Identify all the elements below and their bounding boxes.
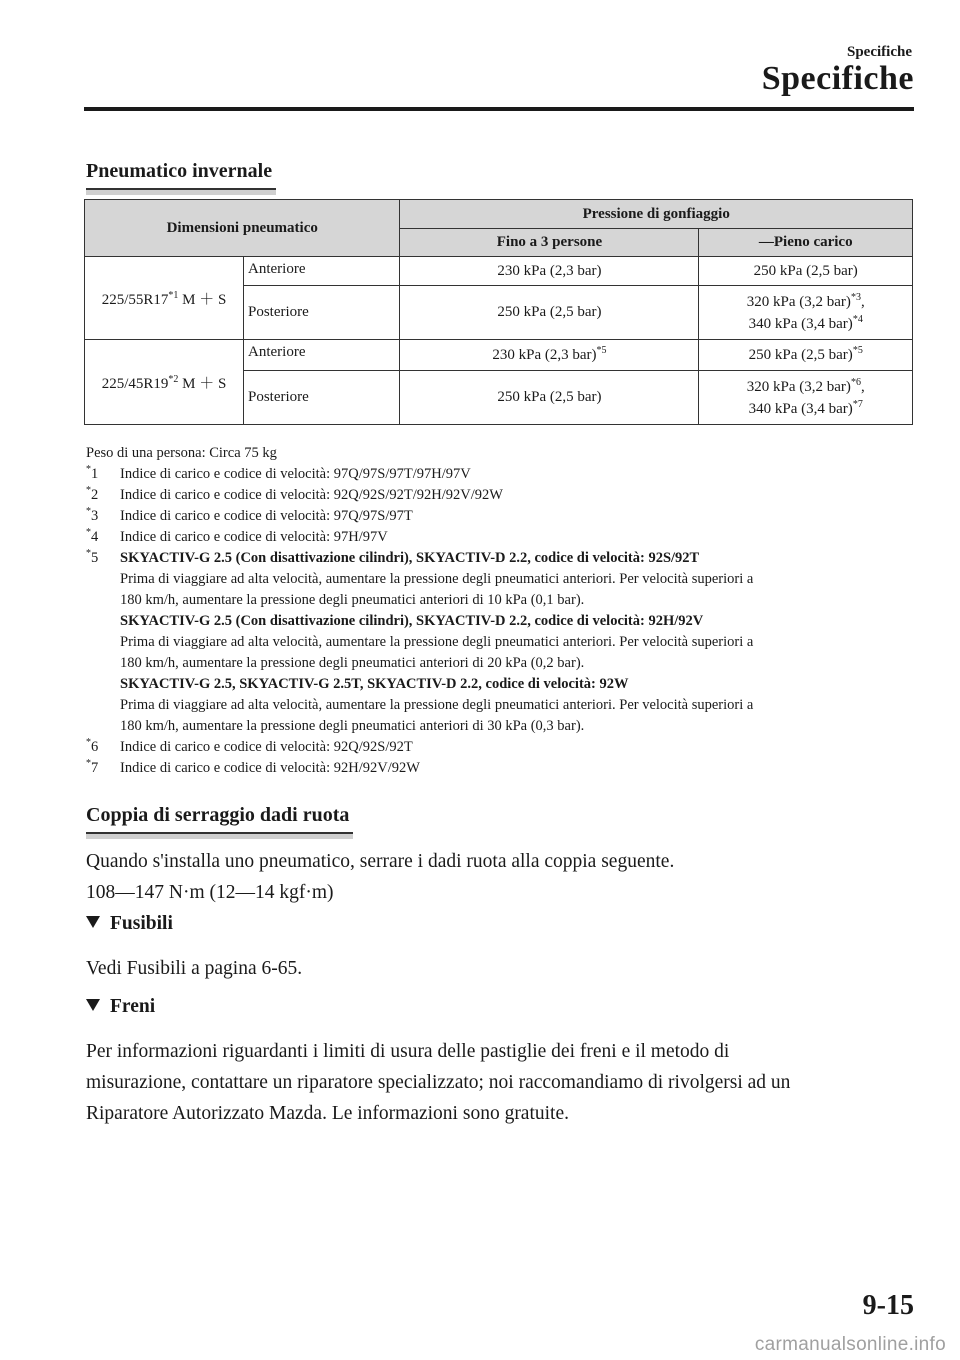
footnote-5: *5 SKYACTIV-G 2.5 (Con disattivazione cilindri), SKYACTIV-D 2.2, codice di velocità: 92S/92T Prima di viaggiare ad alta velocità, aumentare la pressione degli pneumatici anteriori. Per velocità superiori a 180 km/h, aumentare la pressione degli pneumatici anteriori di 10 kPa (0,1 bar). SKYACTIV-G 2.5 (Con disattivazione cilindri), SKYACTIV-D 2.2, codice di velocità: 92H/92V Prima di viaggiare ad alta velocità, aumentare la pressione degli pneumatici anteriori. Per velocità superiori a 180 km/h, aumentare la pressione degli pneumatici anteriori di 20 kPa (0,2 bar). SKYACTIV-G 2.5, SKYACTIV-G 2.5T, SKYACTIV-D 2.2, codice di velocità: 92W Prima di viaggiare ad alta velocità, aumentare la pressione degli pneumatici anteriori. Per velocità superiori a 180 km/h, aumentare la pressione degli pneumatici anteriori di 30 kPa (0,3 bar). [86, 548, 912, 737]
footnote-7: *7 Indice di carico e codice di velocità: 92H/92V/92W [86, 758, 420, 776]
fuses-text: Vedi Fusibili a pagina 6-65. [86, 958, 303, 979]
triangle-bullet-icon [86, 916, 100, 928]
header-section-small: Specifiche [847, 44, 912, 60]
header-section-title: Specifiche [761, 60, 914, 97]
footnote-ref: *2 [168, 373, 179, 385]
footnotes [86, 443, 912, 779]
tire-size-suffix: M ＋ S [178, 375, 227, 392]
triangle-bullet-icon [86, 999, 100, 1011]
winter-tire-heading: Pneumatico invernale [86, 160, 276, 190]
front-upto3-value: 230 kPa (2,3 bar)$^{*5}$ [400, 340, 699, 371]
front-upto3-value: 230 kPa (2,3 bar) [400, 257, 699, 286]
position-front: Anteriore [244, 257, 400, 286]
col-header-size: Dimensioni pneumatico [85, 200, 400, 257]
table-row [85, 340, 913, 371]
footnote-5-heading: SKYACTIV-G 2.5, SKYACTIV-G 2.5T, SKYACTIV-D 2.2, codice di velocità: 92W [120, 676, 629, 692]
table-row [85, 257, 913, 286]
rear-upto3-value: 250 kPa (2,5 bar) [400, 371, 699, 425]
tire-pressure-table [84, 199, 913, 425]
position-front: Anteriore [244, 340, 400, 371]
front-full-value: 250 kPa (2,5 bar)$^{*5}$ [699, 340, 913, 371]
footnote-3: *3 Indice di carico e codice di velocità: 97Q/97S/97T [86, 506, 413, 524]
weight-note: Peso di una persona: Circa 75 kg [86, 445, 277, 461]
col-header-pressure: Pressione di gonfiaggio [400, 200, 913, 229]
tire-size-suffix: M ＋ S [178, 291, 227, 308]
brakes-text: Per informazioni riguardanti i limiti di usura delle pastiglie dei freni e il metodo di misurazione, contattare un riparatore specializzato; noi raccomandiamo di rivolgersi ad un Riparatore Autorizzato Mazda. Le informazioni sono gratuite. [86, 1041, 791, 1124]
footnote-5-heading: SKYACTIV-G 2.5 (Con disattivazione cilindri), SKYACTIV-D 2.2, codice di velocità: 92S/92T [120, 550, 700, 566]
tire-size-cell [85, 257, 244, 340]
footnote-2: *2 Indice di carico e codice di velocità: 92Q/92S/92T/92H/92V/92W [86, 485, 503, 503]
header-rule [84, 107, 914, 111]
tire-size: 225/55R17 [101, 291, 169, 308]
col-header-full: —Pieno carico [699, 229, 913, 257]
footnote-1: *1 Indice di carico e codice di velocità: 97Q/97S/97T/97H/97V [86, 464, 471, 482]
tire-size: 225/45R19 [101, 375, 169, 392]
watermark: carmanualsonline.info [754, 1334, 946, 1355]
position-rear: Posteriore [244, 371, 400, 425]
torque-heading: Coppia di serraggio dadi ruota [86, 804, 353, 834]
footnote-4: *4 Indice di carico e codice di velocità: 97H/97V [86, 527, 388, 545]
col-header-upto3: Fino a 3 persone [400, 229, 699, 257]
tire-size-cell [85, 340, 244, 425]
brakes-heading: Freni [86, 996, 155, 1018]
front-full-value: 250 kPa (2,5 bar) [699, 257, 913, 286]
position-rear: Posteriore [244, 286, 400, 340]
torque-text: Quando s'installa uno pneumatico, serrare i dadi ruota alla coppia seguente. 108—147 N·m (12—14 kgf·m) [86, 846, 916, 908]
footnote-ref: *1 [168, 289, 179, 301]
rear-upto3-value: 250 kPa (2,5 bar) [400, 286, 699, 340]
page-number: 9-15 [862, 1290, 914, 1321]
fuses-heading: Fusibili [86, 913, 173, 935]
footnote-6: *6 Indice di carico e codice di velocità: 92Q/92S/92T [86, 737, 413, 755]
torque-value: 108—147 N·m (12—14 kgf·m) [86, 882, 334, 903]
rear-full-value: 320 kPa (3,2 bar)$^{*3}$, 340 kPa (3,4 bar)$^{*4}$ [699, 286, 913, 340]
footnote-5-heading: SKYACTIV-G 2.5 (Con disattivazione cilindri), SKYACTIV-D 2.2, codice di velocità: 92H/92V [120, 613, 704, 629]
rear-full-value: 320 kPa (3,2 bar)$^{*6}$, 340 kPa (3,4 bar)$^{*7}$ [699, 371, 913, 425]
